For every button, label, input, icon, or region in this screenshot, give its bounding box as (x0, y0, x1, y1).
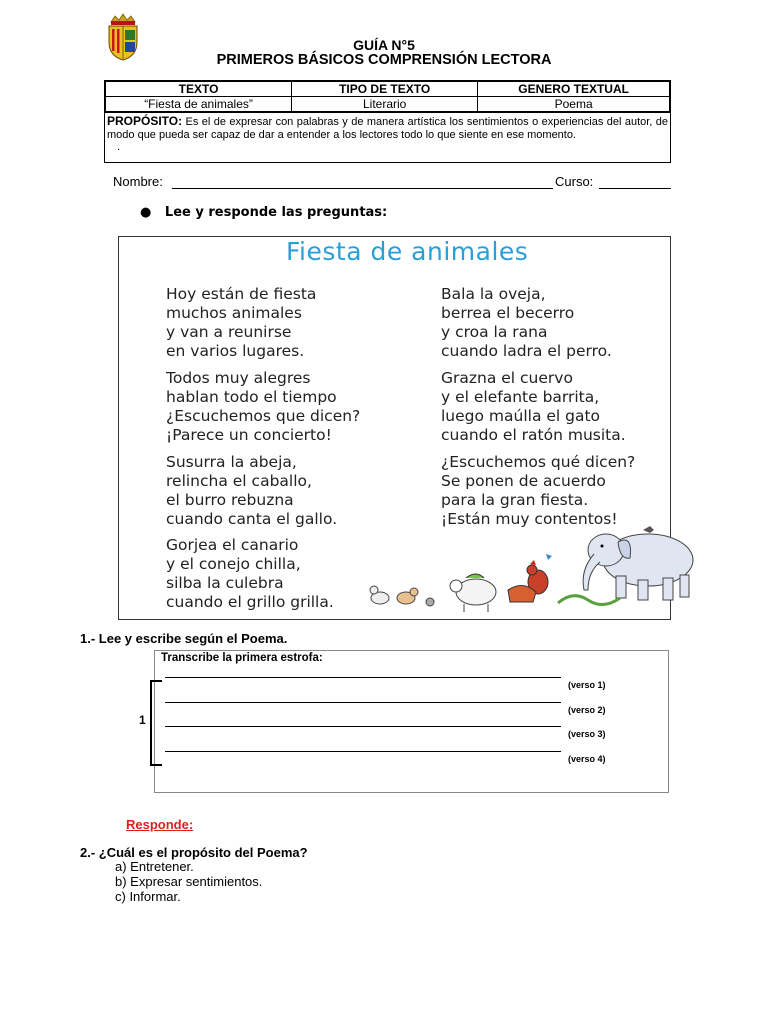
verse-4-line[interactable] (165, 751, 561, 752)
poem-verse: y el elefante barrita, (441, 388, 600, 406)
poem-verse: Bala la oveja, (441, 285, 546, 303)
transcribe-label: Transcribe la primera estrofa: (161, 652, 323, 664)
guide-number-title: GUÍA N°5 (353, 37, 415, 53)
option-b[interactable]: b) Expresar sentimientos. (115, 874, 263, 889)
poem-verse: y croa la rana (441, 323, 548, 341)
question-1-title: 1.- Lee y escribe según el Poema. (80, 631, 288, 646)
poem-verse: luego maúlla el gato (441, 407, 601, 425)
poem-verse: Susurra la abeja, (166, 453, 297, 471)
dog-icon (397, 588, 418, 604)
cell-genero-textual: Poema (478, 97, 670, 112)
poem-verse: silba la culebra (166, 574, 284, 592)
transcribe-box (154, 650, 669, 793)
header-tipo-de-texto: TIPO DE TEXTO (292, 82, 478, 97)
poem-verse: cuando el ratón musita. (441, 426, 626, 444)
stanza-number: 1 (139, 713, 146, 727)
cat-icon (370, 586, 389, 604)
course-field[interactable] (599, 188, 671, 189)
poem-verse: ¿Escuchemos qué dicen? (441, 453, 636, 471)
option-a[interactable]: a) Entretener. (115, 859, 194, 874)
poem-verse: Grazna el cuervo (441, 369, 573, 387)
verse-1-label: (verso 1) (568, 680, 606, 690)
purpose-text: Es el de expresar con palabras y de manera artística los sentimientos o experiencias del autor, de modo que pueda ser capaz de dar a entender a los lectores todo lo que siente en ese momento. (107, 116, 668, 141)
option-c[interactable]: c) Informar. (115, 889, 181, 904)
poem-verse: Se ponen de acuerdo (441, 472, 606, 490)
responde-heading: Responde: (126, 817, 194, 832)
name-label: Nombre: (113, 174, 163, 189)
poem-title: Fiesta de animales (286, 237, 529, 266)
poem-verse: y el conejo chilla, (166, 555, 301, 573)
poem-verse: relincha el caballo, (166, 472, 312, 490)
verse-3-label: (verso 3) (568, 729, 606, 739)
header-genero-textual: GENERO TEXTUAL (478, 82, 670, 97)
purpose-section (105, 112, 670, 162)
poem-verse: ¿Escuchemos que dicen? (166, 407, 361, 425)
poem-verse: berrea el becerro (441, 304, 575, 322)
stanza-bracket (150, 680, 162, 766)
purpose-label: PROPÓSITO: (107, 114, 183, 128)
poem-verse: ¡Están muy contentos! (441, 510, 618, 528)
cell-tipo-de-texto: Literario (292, 97, 478, 112)
cell-texto: “Fiesta de animales” (106, 97, 292, 112)
instruction-text: Lee y responde las preguntas: (164, 205, 388, 220)
poem-verse: Todos muy alegres (166, 369, 311, 387)
instruction: ● Lee y responde las preguntas: (140, 205, 388, 220)
verse-1-line[interactable] (165, 677, 561, 678)
poem-verse: Hoy están de fiesta (166, 285, 317, 303)
poem-verse: hablan todo el tiempo (166, 388, 337, 406)
header-texto: TEXTO (106, 82, 292, 97)
poem-verse: para la gran fiesta. (441, 491, 589, 509)
poem-verse: cuando el grillo grilla. (166, 593, 334, 611)
guide-subject-title: PRIMEROS BÁSICOS COMPRENSIÓN LECTORA (216, 52, 552, 68)
elephant-icon (583, 534, 693, 600)
sheep-icon (450, 574, 496, 612)
verse-2-label: (verso 2) (568, 705, 606, 715)
name-field[interactable] (172, 188, 553, 189)
poem-verse: cuando canta el gallo. (166, 510, 338, 528)
verse-3-line[interactable] (165, 726, 561, 727)
verse-2-line[interactable] (165, 702, 561, 703)
poem-verse: y van a reunirse (166, 323, 292, 341)
purpose-dot: . (117, 141, 121, 153)
poem-verse: Gorjea el canario (166, 536, 299, 554)
verse-4-label: (verso 4) (568, 754, 606, 764)
poem-verse: muchos animales (166, 304, 302, 322)
course-label: Curso: (555, 174, 594, 189)
question-2-title: 2.- ¿Cuál es el propósito del Poema? (80, 845, 308, 860)
poem-verse: cuando ladra el perro. (441, 342, 612, 360)
poem-verse: en varios lugares. (166, 342, 305, 360)
poem-verse: ¡Parece un concierto! (166, 426, 332, 444)
info-table (104, 80, 671, 163)
poem-verse: el burro rebuzna (166, 491, 294, 509)
animals-illustration (358, 520, 703, 615)
